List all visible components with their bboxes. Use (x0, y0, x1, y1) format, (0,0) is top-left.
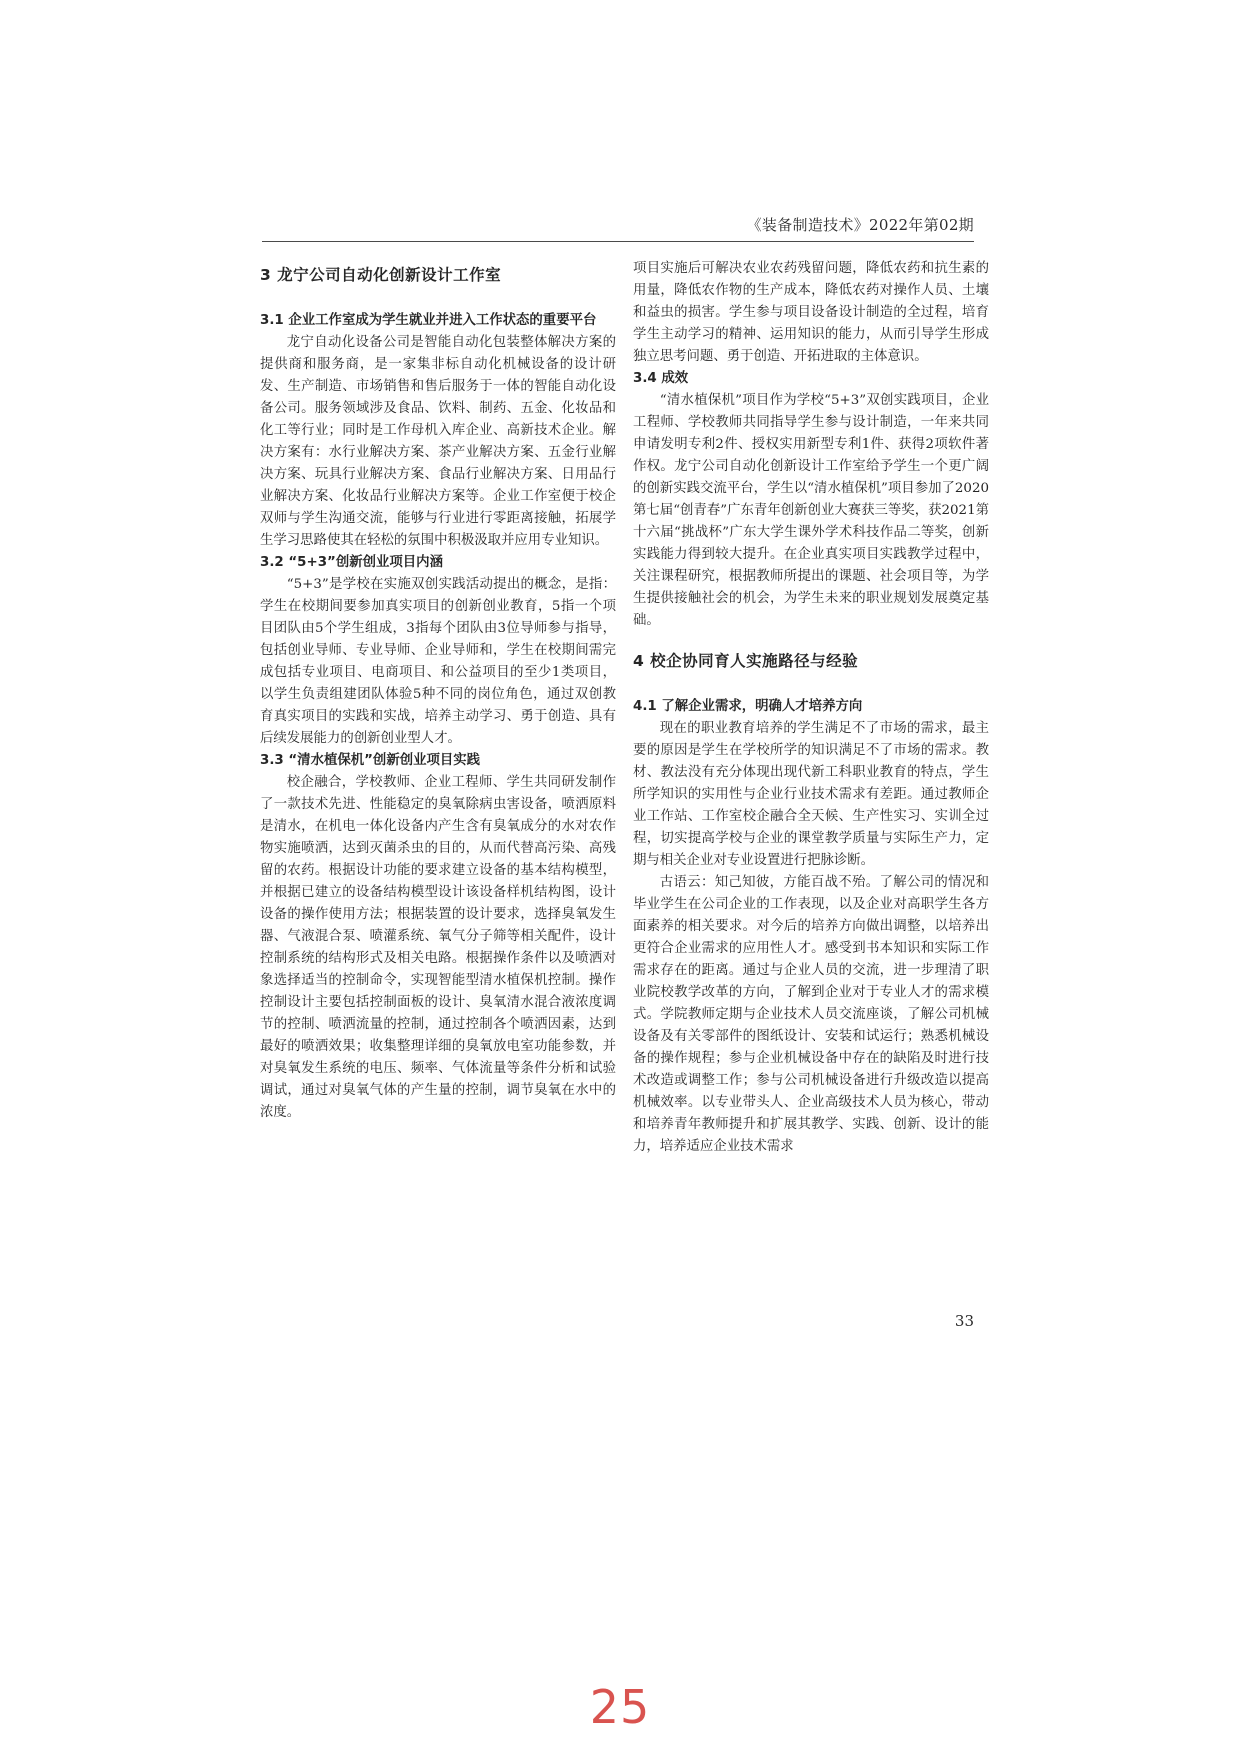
section-4-title: 4 校企协同育人实施路径与经验 (633, 652, 859, 670)
section-3-1-title: 3.1 企业工作室成为学生就业并进入工作状态的重要平台 (260, 313, 597, 328)
section-3-title: 3 龙宁公司自动化创新设计工作室 (260, 266, 502, 284)
section-4-1-paragraph-1: 现在的职业教育培养的学生满足不了市场的需求，最主要的原因是学生在学校所学的知识满足不了市场的需求。教材、教法没有充分体现出现代新工科职业教育的特点，学生所学知识的实用性与企业行业技术需求有差距。通过教师企业工作站、工作室校企融合全天候、生产性实习、实训全过程，切实提高学校与企业的课堂教学质量与实际生产力，定期与相关企业对专业设置进行把脉诊断。 (633, 721, 989, 868)
section-3-3-paragraph: 校企融合，学校教师、企业工程师、学生共同研发制作了一款技术先进、性能稳定的臭氧除病虫害设备，喷洒原料是清水，在机电一体化设备内产生含有臭氧成分的水对农作物实施喷洒，达到灭菌杀虫的目的，从而代替高污染、高残留的农药。根据设计功能的要求建立设备的基本结构模型，并根据已建立的设备结构模型设计该设备样机结构图，设计设备的操作使用方法；根据装置的设计要求，选择臭氧发生器、气液混合泵、喷灌系统、氧气分子筛等相关配件，设计控制系统的结构形式及相关电路。根据操作条件以及喷洒对象选择适当的控制命令，实现智能型清水植保机控制。操作控制设计主要包括控制面板的设计、臭氧清水混合液浓度调节的控制、喷洒流量的控制，通过控制各个喷洒因素，达到最好的喷洒效果；收集整理详细的臭氧放电室功能参数，并对臭氧发生系统的电压、频率、气体流量等条件分析和试验调试，通过对臭氧气体的产生量的控制，调节臭氧在水中的浓度。 (260, 775, 616, 1120)
section-3-4-title: 3.4 成效 (633, 371, 689, 386)
right-column (633, 258, 989, 1158)
section-4-1-paragraph-2: 古语云：知己知彼，方能百战不殆。了解公司的情况和毕业学生在公司企业的工作表现，以及企业对高职学生各方面素养的相关要求。对今后的培养方向做出调整，以培养出更符合企业需求的应用性人才。感受到书本知识和实际工作需求存在的距离。通过与企业人员的交流，进一步理清了职业院校教学改革的方向，了解到企业对于专业人才的需求模式。学院教师定期与企业技术人员交流座谈，了解公司机械设备及有关零部件的图纸设计、安装和试运行；熟悉机械设备的操作规程；参与企业机械设备中存在的缺陷及时进行技术改造或调整工作；参与公司机械设备进行升级改造以提高机械效率。以专业带头人、企业高级技术人员为核心，带动和培养青年教师提升和扩展其教学、实践、创新、设计的能力，培养适应企业技术需求 (633, 875, 989, 1154)
journal-header: 《装备制造技术》2022年第02期 (746, 216, 974, 234)
section-3-2-paragraph: “5+3”是学校在实施双创实践活动提出的概念，是指：学生在校期间要参加真实项目的创新创业教育，5指一个项目团队由5个学生组成，3指每个团队由3位导师参与指导，包括创业导师、专业导师、企业导师和，学生在校期间需完成包括专业项目、电商项目、和公益项目的至少1类项目，以学生负责组建团队体验5种不同的岗位角色，通过双创教育真实项目的实践和实战，培养主动学习、勇于创造、具有后续发展能力的创新创业型人才。 (260, 577, 616, 746)
footer-page-number: 25 (589, 1680, 651, 1734)
section-3-4-paragraph: “清水植保机”项目作为学校“5+3”双创实践项目，企业工程师、学校教师共同指导学生参与设计制造，一年来共同申请发明专利2件、授权实用新型专利1件、获得2项软件著作权。龙宁公司自动化创新设计工作室给予学生一个更广阔的创新实践交流平台，学生以“清水植保机”项目参加了2020第七届“创青春”广东青年创新创业大赛获三等奖，获2021第十六届“挑战杯”广东大学生课外学术科技作品二等奖，创新实践能力得到较大提升。在企业真实项目实践教学过程中，关注课程研究，根据教师所提出的课题、社会项目等，为学生提供接触社会的机会，为学生未来的职业规划发展奠定基础。 (633, 393, 989, 628)
section-3-3-title: 3.3 “清水植保机”创新创业项目实践 (260, 753, 481, 768)
header-rule (262, 241, 974, 242)
section-3-1-paragraph: 龙宁自动化设备公司是智能自动化包装整体解决方案的提供商和服务商，是一家集非标自动化机械设备的设计研发、生产制造、市场销售和售后服务于一体的智能自动化设备公司。服务领域涉及食品、饮料、制药、五金、化妆品和化工等行业；同时是工作母机入库企业、高新技术企业。解决方案有：水行业解决方案、茶产业解决方案、五金行业解决方案、玩具行业解决方案、食品行业解决方案、日用品行业解决方案、化妆品行业解决方案等。企业工作室便于校企双师与学生沟通交流，能够与行业进行零距离接触，拓展学生学习思路使其在轻松的氛围中积极汲取并应用专业知识。 (260, 335, 616, 548)
section-3-3-continuation: 项目实施后可解决农业农药残留问题，降低农药和抗生素的用量，降低农作物的生产成本，降低农药对操作人员、土壤和益虫的损害。学生参与项目设备设计制造的全过程，培育学生主动学习的精神、运用知识的能力，从而引导学生形成独立思考问题、勇于创造、开拓进取的主体意识。 (633, 261, 989, 364)
page-number: 33 (954, 1312, 974, 1330)
left-column (260, 258, 616, 1124)
section-4-1-title: 4.1 了解企业需求，明确人才培养方向 (633, 699, 863, 714)
section-3-2-title: 3.2 “5+3”创新创业项目内涵 (260, 555, 443, 570)
